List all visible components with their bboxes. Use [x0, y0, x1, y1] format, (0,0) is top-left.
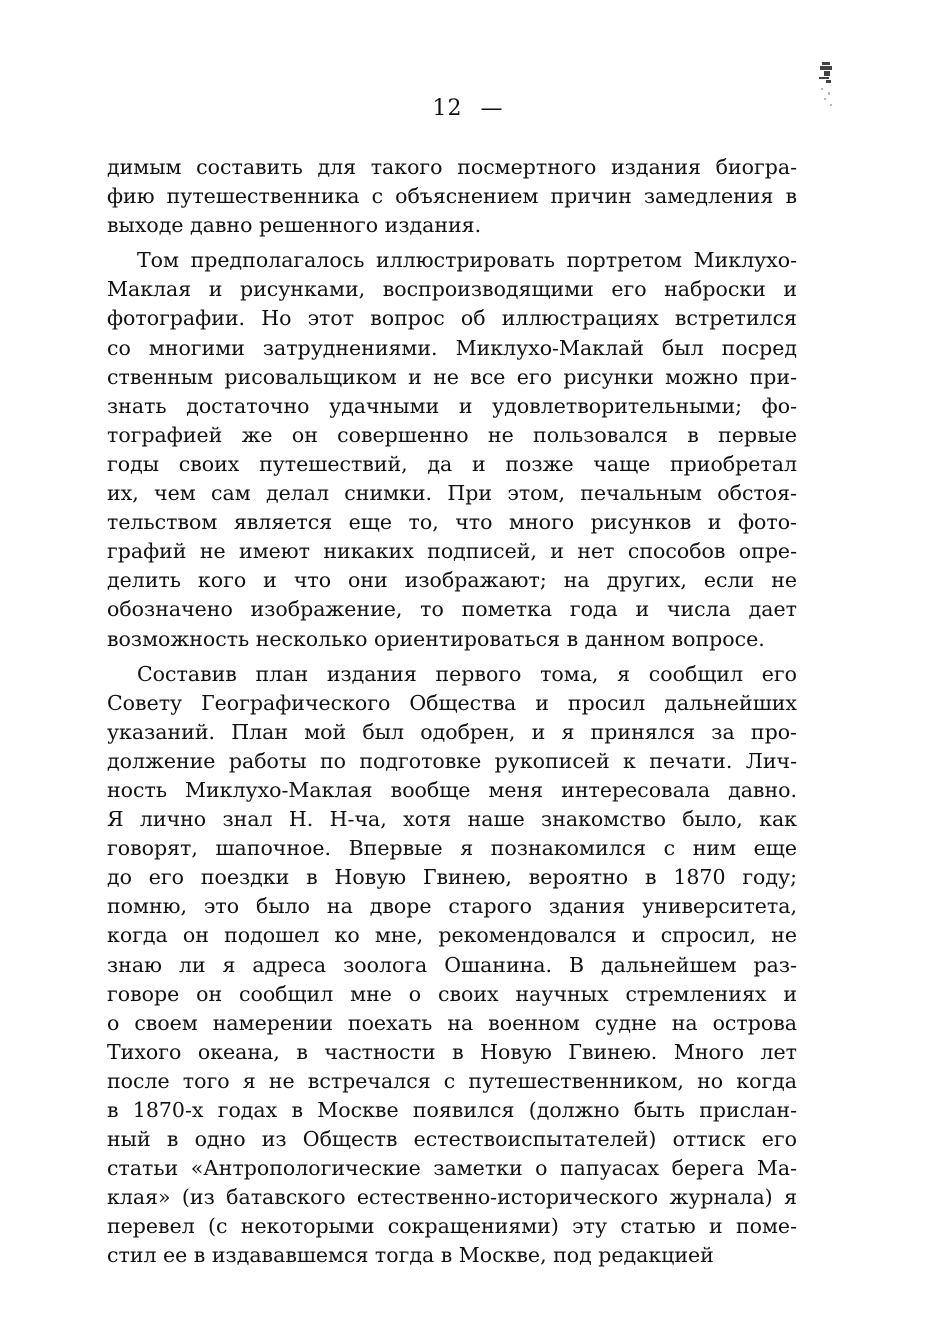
paragraph — [107, 660, 797, 1271]
text-line: тографией же он совершенно не пользовался в первые — [107, 422, 797, 447]
text-line: фию путешественника с объяснением причин замедления в — [107, 184, 797, 209]
text-line: клая» (из батавского естественно-исторического журнала) я — [107, 1185, 797, 1210]
scan-artifact-mark — [816, 58, 838, 116]
header-dash: — — [480, 96, 504, 121]
body-text — [107, 153, 797, 1277]
text-line: о своем намерении поехать на военном судне на острова — [107, 1010, 797, 1035]
text-line: Совету Географического Общества и просил дальнейших — [107, 690, 797, 715]
text-line: знаю ли я адреса зоолога Ошанина. В дальнейшем раз- — [107, 952, 797, 977]
paragraph — [107, 246, 797, 653]
text-line: выходе давно решенного издания. — [107, 213, 482, 238]
text-line: ный в одно из Обществ естествоиспытателей) оттиск его — [107, 1127, 797, 1152]
text-line: делить кого и что они изображают; на других, если не — [107, 568, 797, 593]
page-number: 12 — [432, 96, 463, 121]
text-line: ственным рисовальщиком и не все его рисунки можно при- — [107, 364, 797, 389]
text-line: Тихого океана, в частности в Новую Гвинею. Много лет — [107, 1039, 797, 1064]
text-line: Маклая и рисунками, воспроизводящими его наброски и — [107, 277, 797, 302]
text-line: должение работы по подготовке рукописей к печати. Лич- — [107, 748, 797, 773]
text-line: Я лично знал Н. Н-ча, хотя наше знакомство было, как — [107, 807, 797, 832]
text-line: обозначено изображение, то пометка года и числа дает — [107, 597, 797, 622]
text-line: их, чем сам делал снимки. При этом, печальным обстоя- — [107, 481, 797, 506]
text-line: после того я не встречался с путешественником, но когда — [107, 1068, 797, 1093]
text-line: Том предполагалось иллюстрировать портретом Миклухо- — [137, 248, 797, 273]
text-line: говорят, шапочное. Впервые я познакомился с ним еще — [107, 836, 797, 861]
text-line: в 1870-х годах в Москве появился (должно быть прислан- — [107, 1098, 797, 1122]
text-line: знать достаточно удачными и удовлетворительными; фо- — [107, 393, 797, 418]
page-header — [0, 96, 936, 121]
text-line: когда он подошел ко мне, рекомендовался и спросил, не — [107, 923, 797, 948]
text-line: фотографии. Но этот вопрос об иллюстрациях встретился — [107, 306, 797, 331]
text-line: до его поездки в Новую Гвинею, вероятно в 1870 году; — [107, 865, 797, 890]
text-line: помню, это было на дворе старого здания университета, — [107, 894, 797, 919]
text-line: тельством является еще то, что много рисунков и фото- — [107, 510, 797, 535]
text-line: со многими затруднениями. Миклухо-Маклай был посред — [107, 335, 797, 360]
text-line: годы своих путешествий, да и позже чаще приобретал — [107, 451, 797, 476]
text-line: перевел (с некоторыми сокращениями) эту статью и поме- — [107, 1214, 797, 1239]
text-line: Составив план издания первого тома, я сообщил его — [137, 661, 797, 686]
text-line: ность Миклухо-Маклая вообще меня интересовала давно. — [107, 777, 797, 802]
text-line: графий не имеют никаких подписей, и нет способов опре- — [107, 539, 797, 564]
text-line: стил ее в издававшемся тогда в Москве, под редакцией — [107, 1243, 714, 1268]
paragraph — [107, 153, 797, 240]
text-line: говоре он сообщил мне о своих научных стремлениях и — [107, 981, 797, 1006]
text-line: указаний. План мой был одобрен, и я принялся за про- — [107, 719, 797, 744]
text-line: возможность несколько ориентироваться в данном вопросе. — [107, 626, 765, 651]
text-line: статьи «Антропологические заметки о папуасах берега Ма- — [107, 1156, 797, 1181]
text-line: димым составить для такого посмертного издания биогра- — [107, 155, 797, 179]
